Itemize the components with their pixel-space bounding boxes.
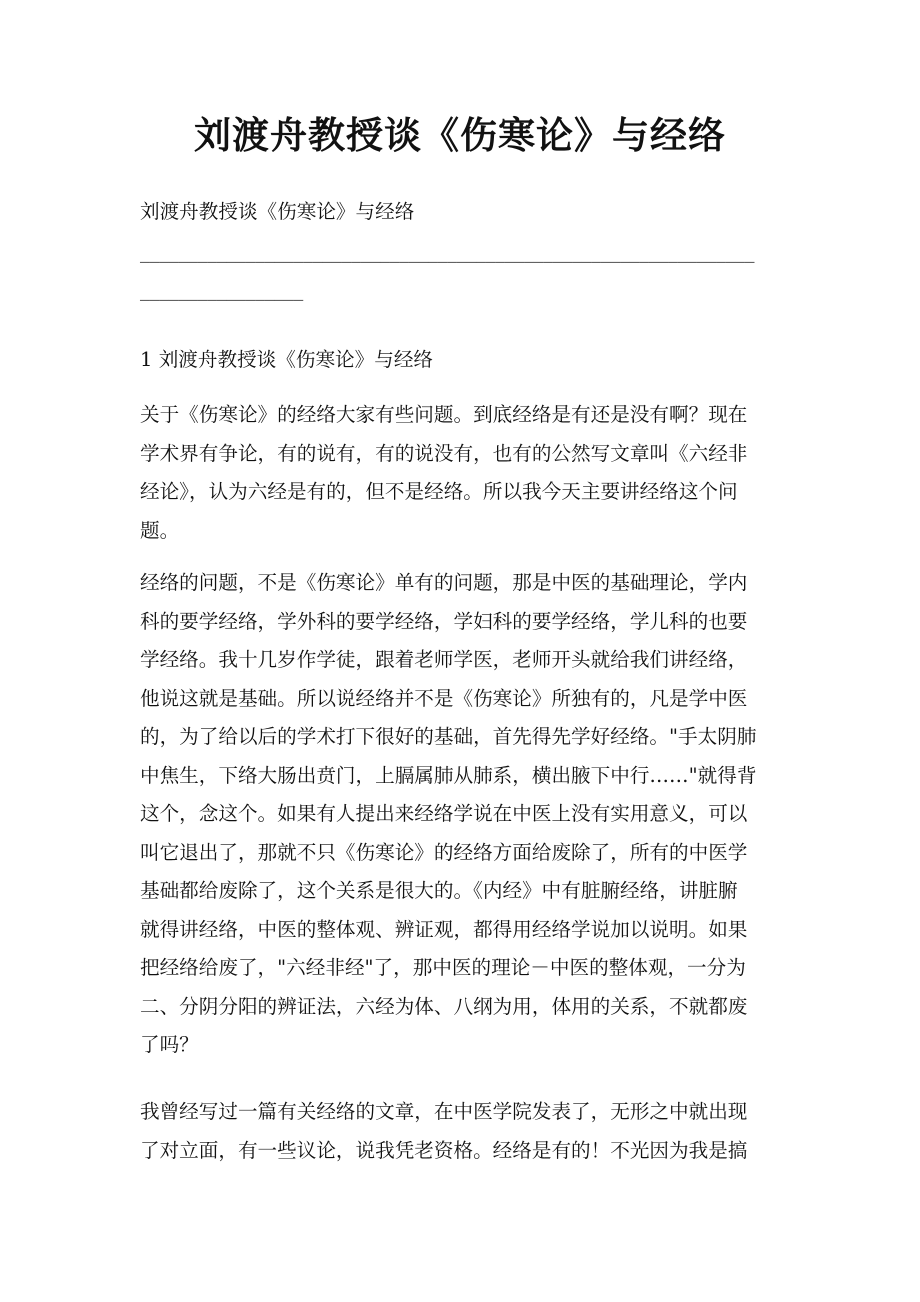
paragraph-line: 经络的问题，不是《伤寒论》单有的问题，那是中医的基础理论，学内 xyxy=(140,571,748,594)
paragraph xyxy=(140,1093,800,1170)
paragraph-line: 就得讲经络，中医的整体观、辨证观，都得用经络学说加以说明。如果 xyxy=(140,917,748,941)
paragraph-line: 他说这就是基础。所以说经络并不是《伤寒论》所独有的，凡是学中医 xyxy=(140,686,748,710)
paragraph xyxy=(140,564,800,1065)
paragraph-line: 这个，念这个。如果有人提出来经络学说在中医上没有实用意义，可以 xyxy=(140,802,748,825)
paragraph-line: 题。 xyxy=(140,518,180,542)
section-heading: 1 刘渡舟教授谈《伤寒论》与经络 xyxy=(140,348,434,371)
separator-line: _________________ xyxy=(140,286,304,304)
document-title: 刘渡舟教授谈《伤寒论》与经络 xyxy=(194,113,726,157)
paragraph-line: 中焦生，下络大肠出贲门，上膈属肺从肺系，横出腋下中行……"就得背 xyxy=(140,763,757,787)
paragraph-line: 了吗？ xyxy=(140,1033,199,1056)
paragraph-line: 二、分阴分阳的辨证法，六经为体、八纲为用，体用的关系，不就都废 xyxy=(140,994,748,1018)
paragraph-line: 基础都给废除了，这个关系是很大的。《内经》中有脏腑经络，讲脏腑 xyxy=(140,879,738,902)
paragraph xyxy=(140,396,800,550)
paragraph-line: 学经络。我十几岁作学徒，跟着老师学医，老师开头就给我们讲经络， xyxy=(140,648,748,671)
subtitle: 刘渡舟教授谈《伤寒论》与经络 xyxy=(140,200,415,223)
paragraph-line: 叫它退出了，那就不只《伤寒论》的经络方面给废除了，所有的中医学 xyxy=(140,840,748,864)
paragraph-line: 了对立面，有一些议论，说我凭老资格。经络是有的！不光因为我是搞 xyxy=(140,1138,748,1162)
paragraph-line: 的，为了给以后的学术打下很好的基础，首先得先学好经络。"手太阴肺 xyxy=(140,725,757,748)
paragraph-line: 学术界有争论，有的说有，有的说没有，也有的公然写文章叫《六经非 xyxy=(140,441,748,465)
paragraph-line: 关于《伤寒论》的经络大家有些问题。到底经络是有还是没有啊？现在 xyxy=(140,403,748,426)
paragraph-line: 科的要学经络，学外科的要学经络，学妇科的要学经络，学儿科的也要 xyxy=(140,609,748,633)
paragraph-line: 我曾经写过一篇有关经络的文章，在中医学院发表了，无形之中就出现 xyxy=(140,1100,748,1123)
separator-line: ________________________________________________________________ xyxy=(140,248,755,266)
paragraph-line: 经论》，认为六经是有的，但不是经络。所以我今天主要讲经络这个问 xyxy=(140,480,738,503)
separator xyxy=(140,238,800,314)
section-heading-block xyxy=(140,341,800,380)
paragraph-line: 把经络给废了，"六经非经"了，那中医的理论－中医的整体观，一分为 xyxy=(140,956,746,979)
subtitle-block xyxy=(140,193,800,232)
